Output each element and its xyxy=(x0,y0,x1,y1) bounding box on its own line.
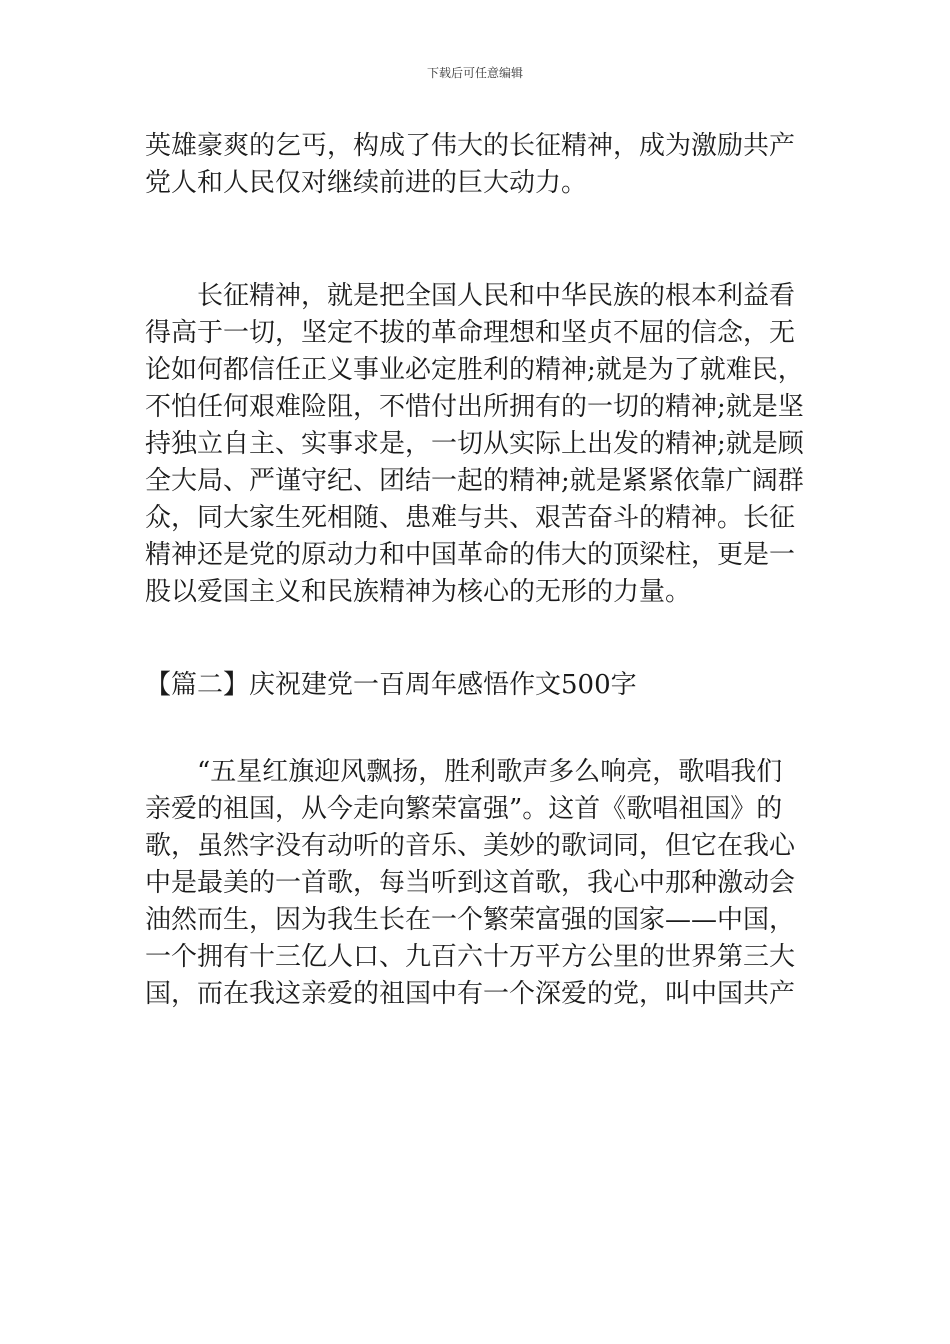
paragraph xyxy=(145,754,810,1013)
section-heading xyxy=(145,667,810,704)
text-line: 油然而生，因为我生长在一个繁荣富强的国家——中国， xyxy=(145,905,796,935)
document-body xyxy=(145,128,810,1013)
text-line: 论如何都信任正义事业必定胜利的精神;就是为了就难民， xyxy=(145,355,804,385)
text-line: 持独立自主、实事求是，一切从实际上出发的精神;就是顾 xyxy=(145,429,804,459)
text-line: 得高于一切，坚定不拔的革命理想和坚贞不屈的信念，无 xyxy=(145,318,796,348)
text-line: 全大局、严谨守纪、团结一起的精神;就是紧紧依靠广阔群 xyxy=(145,466,804,496)
heading-text: 【篇二】庆祝建党一百周年感悟作文500字 xyxy=(145,670,637,700)
text-line: 国，而在我这亲爱的祖国中有一个深爱的党，叫中国共产 xyxy=(145,979,796,1009)
paragraph xyxy=(145,128,810,202)
text-line: 长征精神，就是把全国人民和中华民族的根本利益看 xyxy=(145,281,796,311)
page-header: 下载后可任意编辑 xyxy=(426,66,523,80)
text-line: 中是最美的一首歌，每当听到这首歌，我心中那种激动会 xyxy=(145,868,796,898)
paragraph xyxy=(145,278,810,611)
text-line: 党人和人民仅对继续前进的巨大动力。 xyxy=(145,168,588,198)
text-line: 精神还是党的原动力和中国革命的伟大的顶梁柱，更是一 xyxy=(145,540,796,570)
text-line: 不怕任何艰难险阻，不惜付出所拥有的一切的精神;就是坚 xyxy=(145,392,804,422)
text-line: 英雄豪爽的乞丐，构成了伟大的长征精神，成为激励共产 xyxy=(145,131,796,161)
text-line: 歌，虽然字没有动听的音乐、美妙的歌词同，但它在我心 xyxy=(145,831,796,861)
text-line: “五星红旗迎风飘扬，胜利歌声多么响亮，歌唱我们 xyxy=(145,757,783,787)
text-line: 一个拥有十三亿人口、九百六十万平方公里的世界第三大 xyxy=(145,942,796,972)
text-line: 股以爱国主义和民族精神为核心的无形的力量。 xyxy=(145,577,692,607)
text-line: 亲爱的祖国，从今走向繁荣富强”。这首《歌唱祖国》的 xyxy=(145,794,783,824)
text-line: 众，同大家生死相随、患难与共、艰苦奋斗的精神。长征 xyxy=(145,503,796,533)
